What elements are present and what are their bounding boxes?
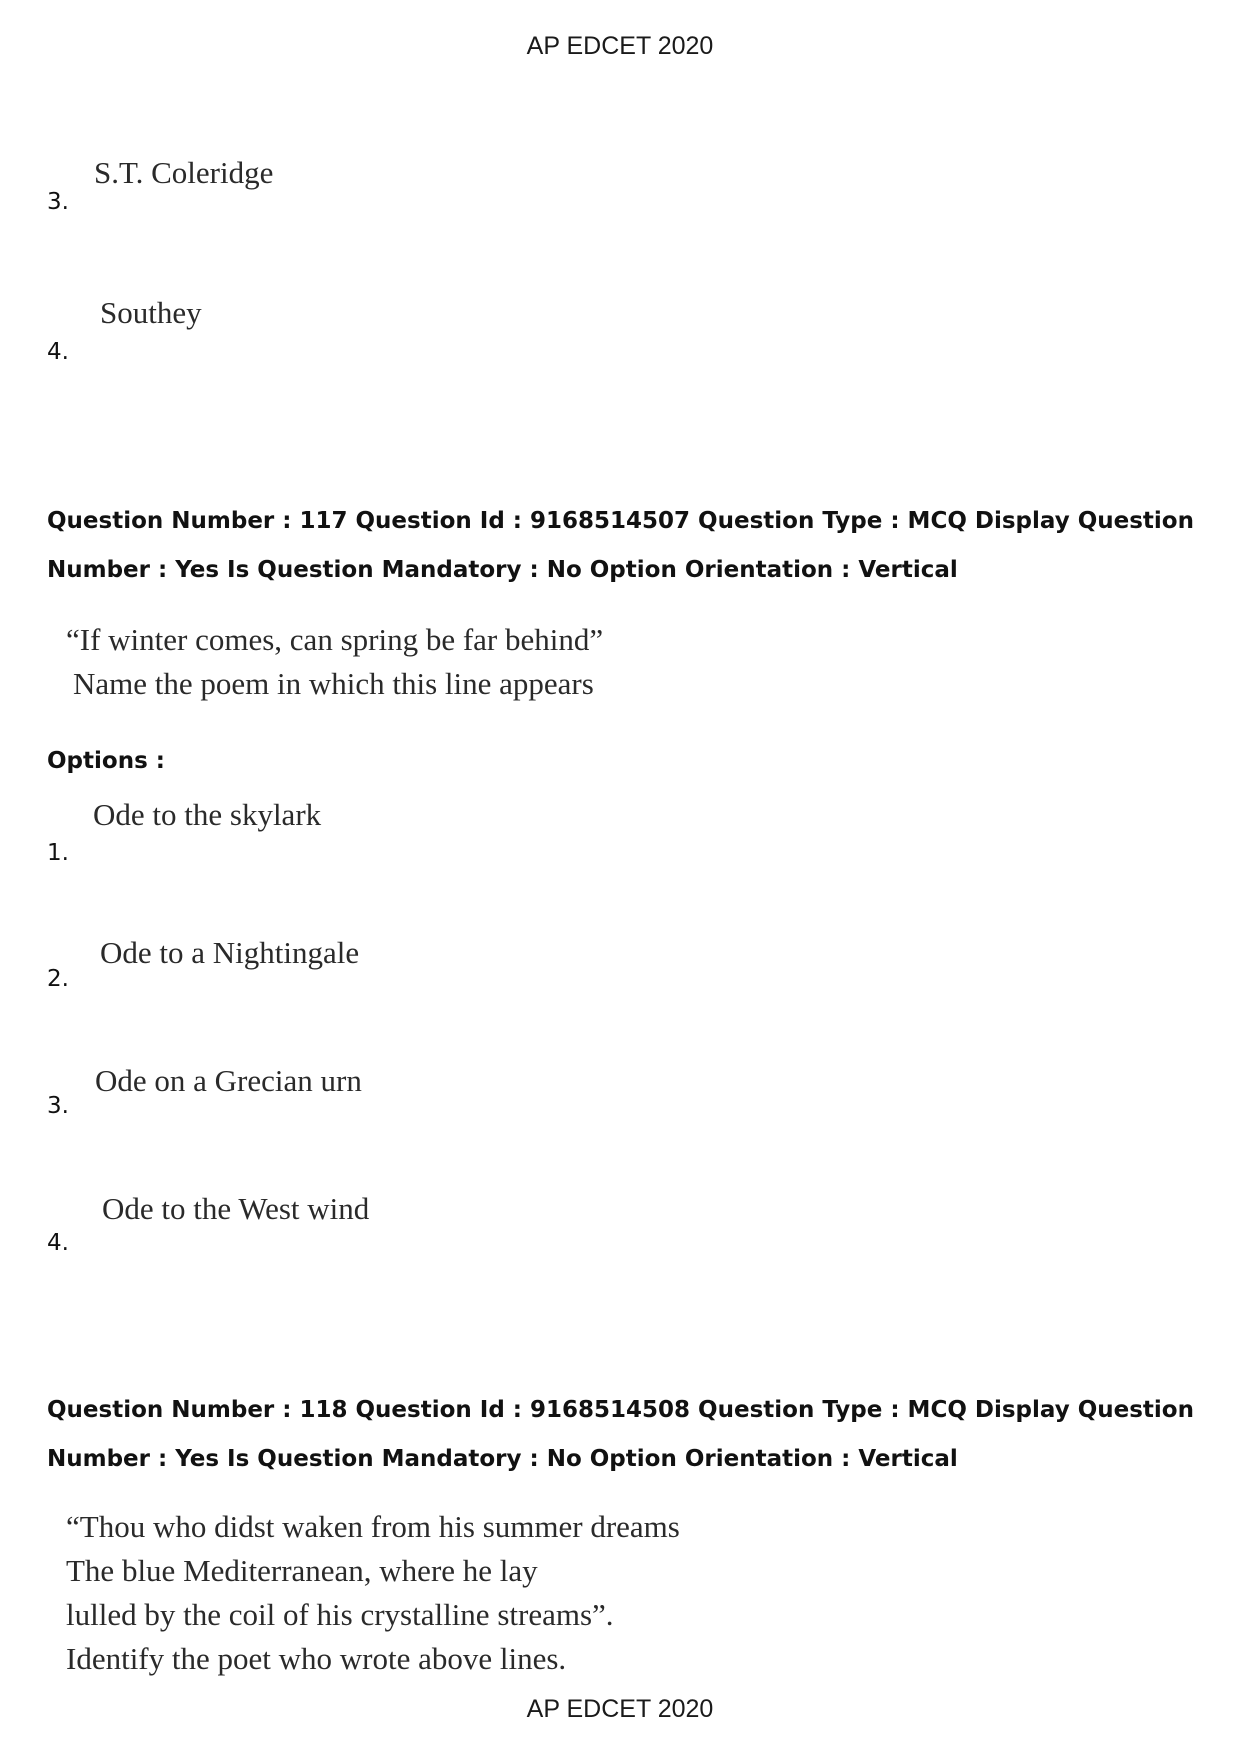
option-number: 2. [47,966,69,992]
question-117-text [66,618,603,706]
prev-option-3 [47,155,947,215]
question-text-line: lulled by the coil of his crystalline streams”. [66,1597,614,1632]
option-number: 4. [47,1230,69,1256]
options-label: Options : [47,748,165,774]
q117-option-4 [47,1191,947,1261]
question-meta-line: Question Number : 117 Question Id : 9168514507 Question Type : MCQ Display Question [47,508,1194,534]
option-text: S.T. Coleridge [94,155,274,190]
option-number: 3. [47,1093,69,1119]
question-meta-line: Question Number : 118 Question Id : 9168514508 Question Type : MCQ Display Question [47,1397,1194,1423]
option-text: Ode to the skylark [93,797,322,832]
option-text: Ode to the West wind [102,1191,370,1226]
question-meta-line: Number : Yes Is Question Mandatory : No Option Orientation : Vertical [47,557,958,583]
question-text-line: Identify the poet who wrote above lines. [66,1641,567,1676]
question-118-meta [47,1386,1207,1484]
option-text: Southey [100,295,202,330]
question-118-text [66,1505,680,1681]
page-header: AP EDCET 2020 [526,32,714,60]
question-text-line: “Thou who didst waken from his summer dreams [66,1509,680,1544]
question-text-line: The blue Mediterranean, where he lay [66,1553,538,1588]
option-text: Ode to a Nightingale [100,935,360,970]
question-meta-line: Number : Yes Is Question Mandatory : No Option Orientation : Vertical [47,1446,958,1472]
q117-option-2 [47,935,947,995]
option-number: 4. [47,339,69,365]
question-text-line: Name the poem in which this line appears [73,666,594,701]
question-117-meta [47,497,1207,595]
option-text: Ode on a Grecian urn [95,1063,362,1098]
option-number: 1. [47,840,69,866]
option-number: 3. [47,189,69,215]
prev-option-4 [47,295,947,365]
question-text-line: “If winter comes, can spring be far behind” [66,622,604,657]
page-footer: AP EDCET 2020 [526,1695,714,1723]
q117-option-1 [47,797,947,867]
q117-option-3 [47,1063,947,1123]
